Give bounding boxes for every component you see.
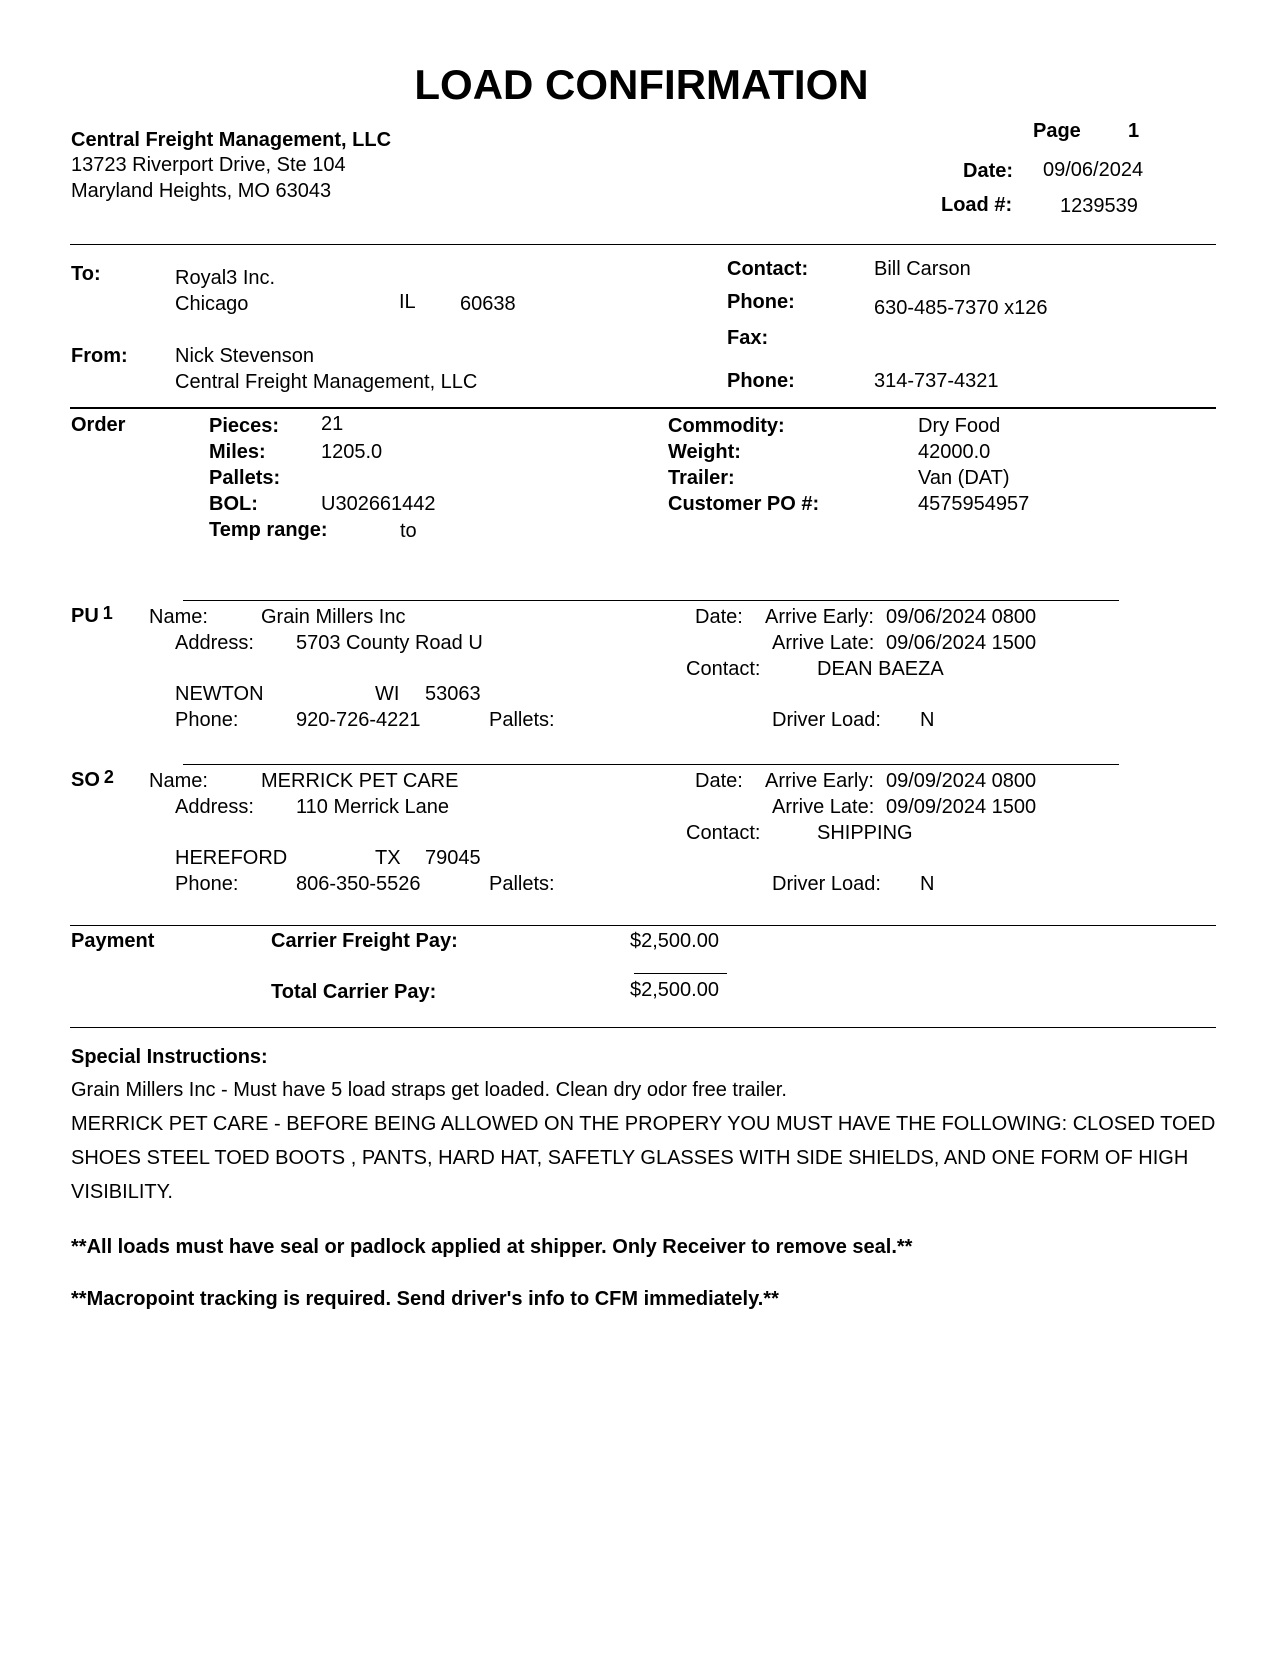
- carrier-freight-pay-label: Carrier Freight Pay:: [271, 930, 458, 952]
- stop2-arrive-late: 09/09/2024 1500: [886, 796, 1037, 818]
- temp-range-value: to: [400, 520, 417, 542]
- pieces-value: 21: [321, 413, 344, 435]
- from-phone-value: 314-737-4321: [874, 370, 999, 392]
- stop1-phone-label: Phone:: [175, 709, 239, 731]
- customer-po-label: Customer PO #:: [668, 493, 820, 515]
- from-name: Nick Stevenson: [175, 345, 314, 367]
- stop2-zip: 79045: [425, 847, 481, 869]
- stop2-number: 2: [103, 767, 114, 787]
- stop2-divider: [183, 764, 1119, 765]
- stop1-date-label: Date:: [695, 606, 743, 628]
- stop1-arrive-late-label: Arrive Late:: [772, 632, 875, 654]
- stop1-arrive-late: 09/06/2024 1500: [886, 632, 1037, 654]
- commodity-value: Dry Food: [918, 415, 1001, 437]
- stop2-driver-load: N: [920, 873, 935, 895]
- from-phone-label: Phone:: [727, 370, 795, 392]
- instructions-divider: [70, 1027, 1216, 1028]
- stop2-phone-label: Phone:: [175, 873, 239, 895]
- from-label: From:: [71, 345, 128, 367]
- date-value: 09/06/2024: [1043, 159, 1144, 181]
- weight-value: 42000.0: [918, 441, 991, 463]
- stop1-phone: 920-726-4221: [296, 709, 421, 731]
- stop2-address-label: Address:: [175, 796, 254, 818]
- commodity-label: Commodity:: [668, 415, 785, 437]
- stop1-city: NEWTON: [175, 683, 264, 705]
- company-address-line2: Maryland Heights, MO 63043: [71, 180, 332, 202]
- stop1-address: 5703 County Road U: [296, 632, 483, 654]
- contact-value: Bill Carson: [874, 258, 971, 280]
- stop1-driver-load-label: Driver Load:: [772, 709, 881, 731]
- stop1-divider: [183, 600, 1119, 601]
- stop2-contact-label: Contact:: [686, 822, 761, 844]
- stop2-type-code: SO: [71, 769, 100, 791]
- stop2-phone: 806-350-5526: [296, 873, 421, 895]
- stop1-state: WI: [375, 683, 400, 705]
- contact-label: Contact:: [727, 258, 809, 280]
- page-number: 1: [1128, 120, 1140, 142]
- to-label: To:: [71, 263, 101, 285]
- page-label: Page: [1033, 120, 1081, 142]
- fax-label: Fax:: [727, 327, 769, 349]
- to-phone-value: 630-485-7370 x126: [874, 297, 1048, 319]
- stop2-driver-load-label: Driver Load:: [772, 873, 881, 895]
- stop1-type-code: PU: [71, 605, 99, 627]
- stop2-state: TX: [375, 847, 401, 869]
- to-zip: 60638: [460, 293, 516, 315]
- customer-po-value: 4575954957: [918, 493, 1030, 515]
- order-label: Order: [71, 414, 126, 436]
- stop1-arrive-early: 09/06/2024 0800: [886, 606, 1037, 628]
- bol-label: BOL:: [209, 493, 258, 515]
- trailer-value: Van (DAT): [918, 467, 1010, 489]
- stop2-pallets-label: Pallets:: [489, 873, 555, 895]
- pieces-label: Pieces:: [209, 415, 280, 437]
- bol-value: U302661442: [321, 493, 436, 515]
- stop1-number: 1: [102, 603, 113, 623]
- carrier-freight-pay-value: $2,500.00: [630, 930, 719, 952]
- to-company-name: Royal3 Inc.: [175, 267, 276, 289]
- to-phone-label: Phone:: [727, 291, 795, 313]
- total-carrier-pay-value: $2,500.00: [630, 979, 719, 1001]
- stop1-address-label: Address:: [175, 632, 254, 654]
- stop2-arrive-early-label: Arrive Early:: [765, 770, 874, 792]
- stop2-arrive-late-label: Arrive Late:: [772, 796, 875, 818]
- order-pallets-label: Pallets:: [209, 467, 281, 489]
- order-divider: [70, 407, 1216, 409]
- load-number-label: Load #:: [941, 194, 1013, 216]
- stop2-name: MERRICK PET CARE: [261, 770, 459, 792]
- to-city: Chicago: [175, 293, 249, 315]
- stop2-contact: SHIPPING: [817, 822, 913, 844]
- special-instructions-label: Special Instructions:: [71, 1046, 268, 1068]
- stop2-arrive-early: 09/09/2024 0800: [886, 770, 1037, 792]
- stop1-name-label: Name:: [149, 606, 208, 628]
- stop2-address: 110 Merrick Lane: [296, 796, 450, 818]
- load-number-value: 1239539: [1060, 195, 1138, 217]
- payment-label: Payment: [71, 930, 155, 952]
- stop1-driver-load: N: [920, 709, 935, 731]
- miles-value: 1205.0: [321, 441, 383, 463]
- miles-label: Miles:: [209, 441, 266, 463]
- to-state: IL: [399, 291, 416, 313]
- temp-range-label: Temp range:: [209, 519, 328, 541]
- stop1-arrive-early-label: Arrive Early:: [765, 606, 874, 628]
- stop1-pallets-label: Pallets:: [489, 709, 555, 731]
- payment-divider: [70, 925, 1216, 926]
- special-instruction-pickup: Grain Millers Inc - Must have 5 load straps get loaded. Clean dry odor free trailer.: [71, 1079, 787, 1101]
- payment-subtotal-rule: [634, 973, 727, 974]
- stop2-name-label: Name:: [149, 770, 208, 792]
- document-title: LOAD CONFIRMATION: [414, 61, 869, 108]
- special-instruction-delivery: MERRICK PET CARE - BEFORE BEING ALLOWED ON THE PROPERY YOU MUST HAVE THE FOLLOWING: CLOSED TOED SHOES STEEL TOED BOOTS , PANTS, HARD HAT, SAFETLY GLASSES WITH SIDE SHIELDS, AND ONE FORM OF HIGH VISIBILITY.: [71, 1113, 1216, 1203]
- stop2-date-label: Date:: [695, 770, 743, 792]
- header-divider: [70, 244, 1216, 245]
- stop2-city: HEREFORD: [175, 847, 288, 869]
- date-label: Date:: [963, 160, 1014, 182]
- seal-note: **All loads must have seal or padlock applied at shipper. Only Receiver to remove seal.**: [71, 1236, 913, 1258]
- stop1-type: [71, 603, 113, 627]
- trailer-label: Trailer:: [668, 467, 735, 489]
- weight-label: Weight:: [668, 441, 741, 463]
- from-company: Central Freight Management, LLC: [175, 371, 478, 393]
- tracking-note: **Macropoint tracking is required. Send driver's info to CFM immediately.**: [71, 1288, 779, 1310]
- total-carrier-pay-label: Total Carrier Pay:: [271, 981, 437, 1003]
- company-name: Central Freight Management, LLC: [71, 129, 392, 151]
- stop1-contact-label: Contact:: [686, 658, 761, 680]
- stop1-name: Grain Millers Inc: [261, 606, 406, 628]
- stop1-contact: DEAN BAEZA: [817, 658, 944, 680]
- stop1-zip: 53063: [425, 683, 481, 705]
- stop2-type: [71, 767, 114, 791]
- company-address-line1: 13723 Riverport Drive, Ste 104: [71, 154, 346, 176]
